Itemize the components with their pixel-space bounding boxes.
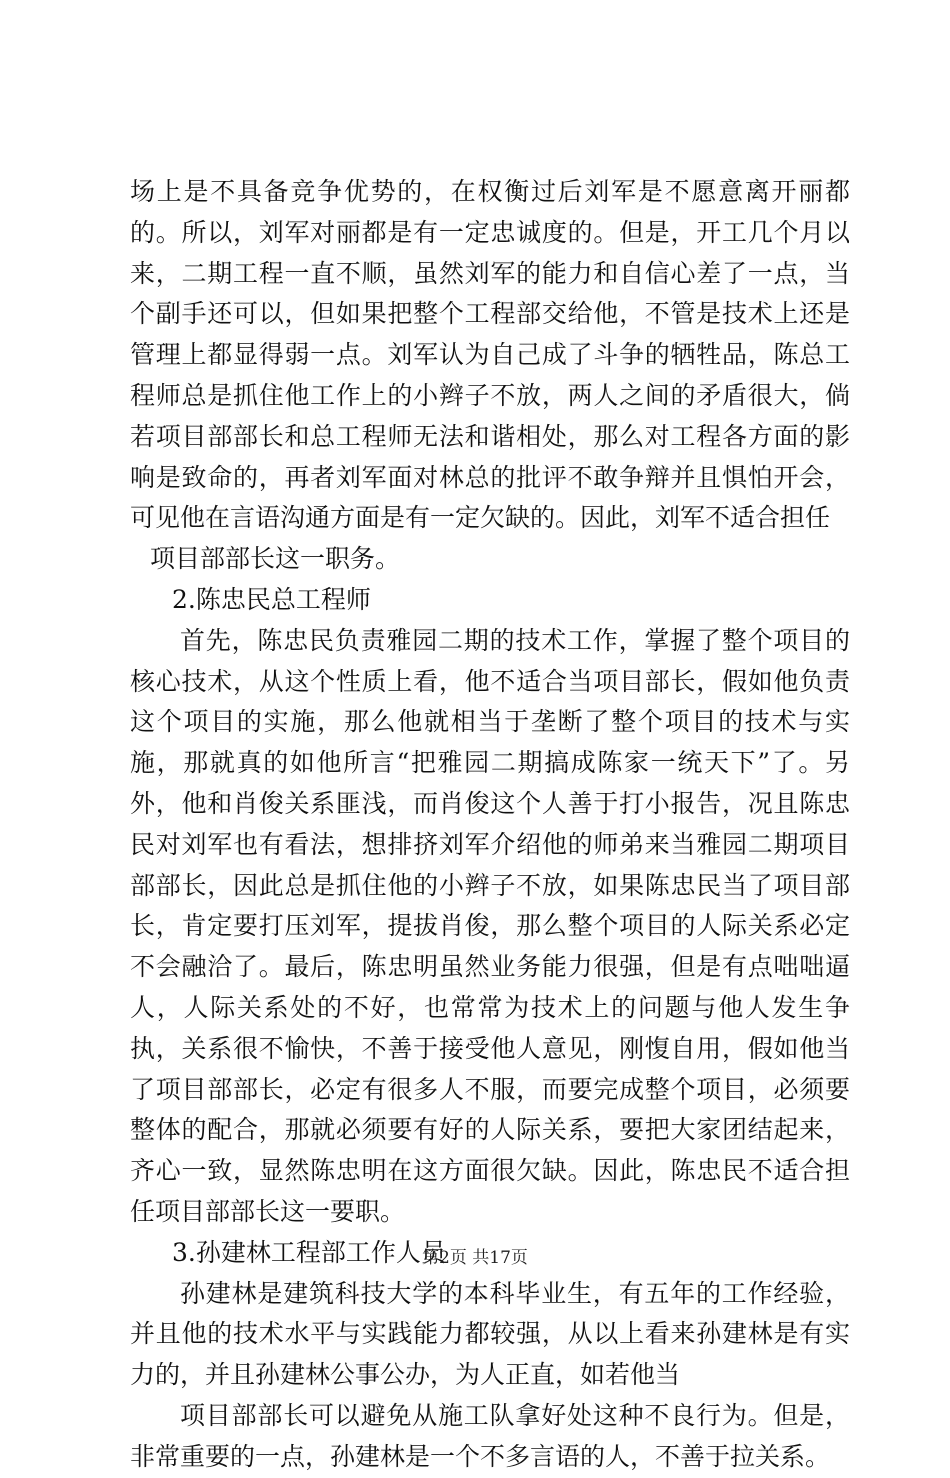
paragraph-liu-jun-conclusion: 项目部部长这一职务。 bbox=[150, 544, 401, 574]
paragraph-sun-jianlin-assessment: 孙建林是建筑科技大学的本科毕业生，有五年的工作经验，并且他的技术水平与实践能力都较强，从以上看来孙建林是有实力的，并且孙建林公事公办，为人正直，如若他当 bbox=[130, 1278, 850, 1390]
section-heading-sun-jianlin: 3.孙建林工程部工作人员 bbox=[172, 1237, 446, 1267]
section-heading-chen-zhongmin: 2.陈忠民总工程师 bbox=[172, 584, 371, 614]
paragraph-sun-jianlin-continued: 项目部部长可以避免从施工队拿好处这种不良行为。但是，非常重要的一点，孙建林是一个不多言语的人，不善于拉关系。 bbox=[130, 1400, 850, 1471]
document-body bbox=[130, 172, 850, 1478]
page-number-footer: 第2页 共17页 bbox=[422, 1248, 528, 1268]
paragraph-chen-zhongmin-assessment: 首先，陈忠民负责雅园二期的技术工作，掌握了整个项目的核心技术，从这个性质上看，他不适合当项目部长，假如他负责这个项目的实施，那么他就相当于垄断了整个项目的技术与实施，那就真的如他所言“把雅园二期搞成陈家一统天下”了。另外，他和肖俊关系匪浅，而肖俊这个人善于打小报告，况且陈忠民对刘军也有看法，想排挤刘军介绍他的师弟来当雅园二期项目部部长，因此总是抓住他的小辫子不放，如果陈忠民当了项目部长，肯定要打压刘军，提拔肖俊，那么整个项目的人际关系必定不会融洽了。最后，陈忠明虽然业务能力很强，但是有点咄咄逼人，人际关系处的不好，也常常为技术上的问题与他人发生争执，关系很不愉快，不善于接受他人意见，刚愎自用，假如他当了项目部部长，必定有很多人不服，而要完成整个项目，必须要整体的配合，那就必须要有好的人际关系，要把大家团结起来，齐心一致，显然陈忠明在这方面很欠缺。因此，陈忠民不适合担任项目部部长这一要职。 bbox=[130, 625, 850, 1226]
paragraph-liu-jun-assessment: 场上是不具备竞争优势的，在权衡过后刘军是不愿意离开丽都的。所以，刘军对丽都是有一定忠诚度的。但是，开工几个月以来，二期工程一直不顺，虽然刘军的能力和自信心差了一点，当个副手还可以，但如果把整个工程部交给他，不管是技术上还是管理上都显得弱一点。刘军认为自己成了斗争的牺牲品，陈总工程师总是抓住他工作上的小辫子不放，两人之间的矛盾很大，倘若项目部部长和总工程师无法和谐相处，那么对工程各方面的影响是致命的，再者刘军面对林总的批评不敢争辩并且惧怕开会，可见他在言语沟通方面是有一定欠缺的。因此，刘军不适合担任 bbox=[130, 177, 850, 533]
